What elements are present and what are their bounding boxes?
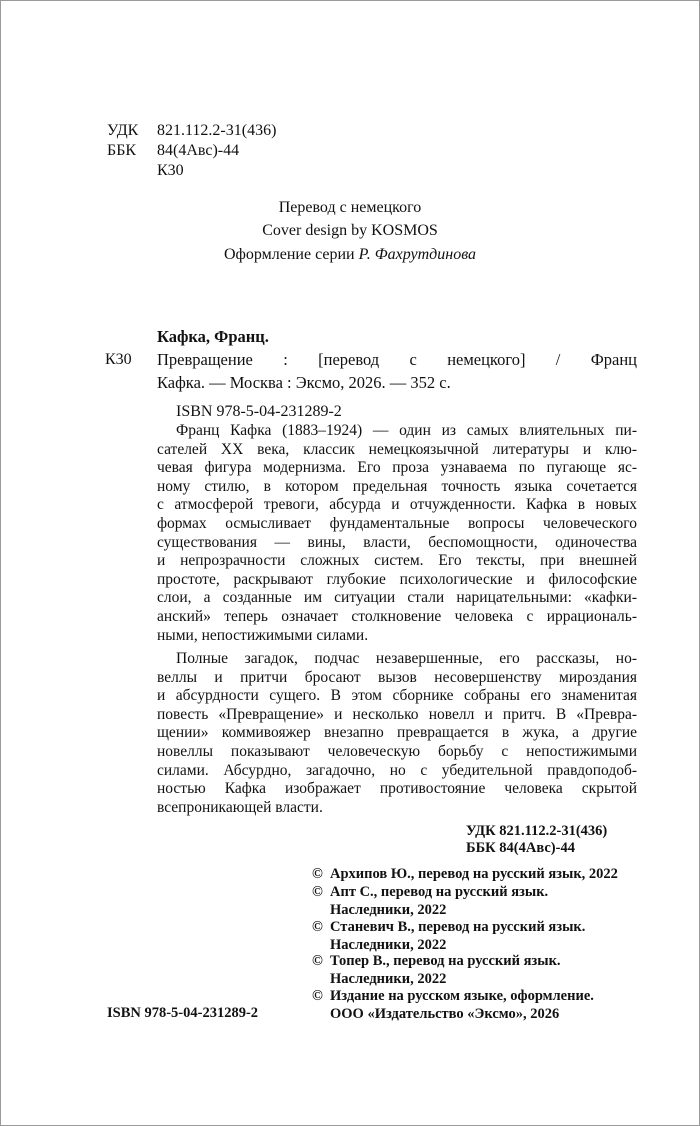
copyright-line: Наследники, 2022	[330, 901, 447, 918]
annotation-paragraph-1	[157, 422, 637, 645]
paragraph-line: и абсурдности сущего. В этом сборнике собраны его знаменитая	[157, 687, 637, 705]
annotation-paragraph-2	[157, 650, 637, 817]
title-word: Франц	[590, 350, 637, 369]
isbn-bottom: ISBN 978-5-04-231289-2	[107, 1005, 259, 1021]
paragraph-line: и непрозрачности сложных систем. Его тексты, при внешней	[157, 552, 637, 570]
copyright-entry	[312, 884, 548, 919]
record-title-line	[157, 350, 637, 370]
paragraph-line: ными, непостижимыми силами.	[157, 626, 369, 644]
copyright-symbol: ©	[312, 919, 323, 935]
paragraph-line: новеллы показывают человеческую борьбу с непостижимыми	[157, 742, 637, 760]
copyright-entry	[312, 919, 585, 954]
paragraph-line: анский» теперь означает столкновение человека с иррациональ-	[157, 607, 637, 625]
cover-credit: Cover design by KOSMOS	[262, 222, 438, 239]
paragraph-line: ностью Кафка изображает противостояние человека скрытой	[157, 780, 637, 798]
paragraph-line: Франц Кафка (1883–1924) — один из самых влиятельных пи-	[176, 422, 637, 439]
copyright-symbol: ©	[312, 866, 323, 882]
paragraph-line: силами. Абсурдно, загадочно, но с убедительной правдоподоб-	[157, 761, 637, 779]
paragraph-line: чевая фигура модернизма. Его проза узнаваема по пугающе яс-	[157, 459, 637, 477]
title-word: /	[555, 350, 561, 369]
copyright-entry	[312, 866, 618, 884]
series-credit-prefix: Оформление серии	[223, 246, 359, 263]
title-word: Превращение	[157, 350, 253, 369]
paragraph-line: существования — вины, власти, беспомощности, одиночества	[157, 533, 637, 551]
author-sign: К30	[105, 351, 132, 368]
series-credit	[0, 245, 700, 264]
record-isbn: ISBN 978-5-04-231289-2	[176, 403, 342, 420]
paragraph-line: всепроникающей власти.	[157, 798, 323, 816]
bbk-label: ББК	[107, 142, 137, 159]
copyright-line: Станевич В., перевод на русский язык.	[330, 919, 586, 935]
copyright-symbol: ©	[312, 953, 323, 969]
copyright-line: Архипов Ю., перевод на русский язык, 2022	[330, 866, 618, 882]
title-word: [перевод	[318, 350, 380, 369]
copyright-line: Апт С., перевод на русский язык.	[330, 884, 549, 900]
bbk-value: 84(4Авс)-44	[157, 142, 240, 159]
paragraph-line: Полные загадок, подчас незавершенные, его рассказы, но-	[176, 650, 637, 667]
paragraph-line: ному стилю, в котором предельная точность языка сочетается	[157, 477, 637, 495]
series-credit-name: Р. Фахрутдинова	[358, 246, 477, 263]
copyright-line: Издание на русском языке, оформление.	[330, 988, 594, 1004]
copyright-line: Наследники, 2022	[330, 936, 447, 953]
paragraph-line: сателей XX века, классик немецкоязычной литературы и клю-	[157, 440, 637, 458]
copyright-line: Наследники, 2022	[330, 970, 447, 987]
udc-label: УДК	[107, 122, 139, 139]
author-heading: Кафка, Франц.	[157, 327, 269, 346]
copyright-line: Топер В., перевод на русский язык.	[330, 953, 561, 969]
udc-value: 821.112.2-31(436)	[157, 122, 277, 139]
paragraph-line: формах осмысливает фундаментальные вопросы человеческого	[157, 514, 637, 532]
copyright-symbol: ©	[312, 988, 323, 1004]
paragraph-line: с атмосферой тревоги, абсурда и отчужденности. Кафка в новых	[157, 496, 637, 514]
title-word: с	[409, 350, 417, 369]
paragraph-line: простоте, раскрывают глубокие психологические и философские	[157, 570, 637, 588]
copyright-entry	[312, 953, 561, 988]
paragraph-line: повесть «Превращение» и несколько новелл и притч. В «Превра-	[157, 705, 637, 723]
copyright-entry	[312, 988, 594, 1023]
paragraph-line: слои, а созданные им ситуации стали нарицательными: «кафки-	[157, 589, 637, 607]
title-word: немецкого]	[447, 350, 526, 369]
udc-bottom: УДК 821.112.2-31(436)	[466, 823, 608, 839]
title-word: :	[283, 350, 288, 369]
copyright-symbol: ©	[312, 884, 323, 900]
author-sign-top: К30	[157, 162, 184, 179]
copyright-line: ООО «Издательство «Эксмо», 2026	[330, 1005, 560, 1022]
bbk-bottom: ББК 84(4Авс)-44	[466, 840, 575, 856]
translation-credit: Перевод с немецкого	[278, 199, 422, 216]
paragraph-line: веллы и притчи бросают вызов несовершенству мироздания	[157, 668, 637, 686]
paragraph-line: щении» коммивояжер внезапно превращается в жука, а другие	[157, 724, 637, 742]
record-imprint-line: Кафка. — Москва : Эксмо, 2026. — 352 с.	[157, 373, 451, 392]
